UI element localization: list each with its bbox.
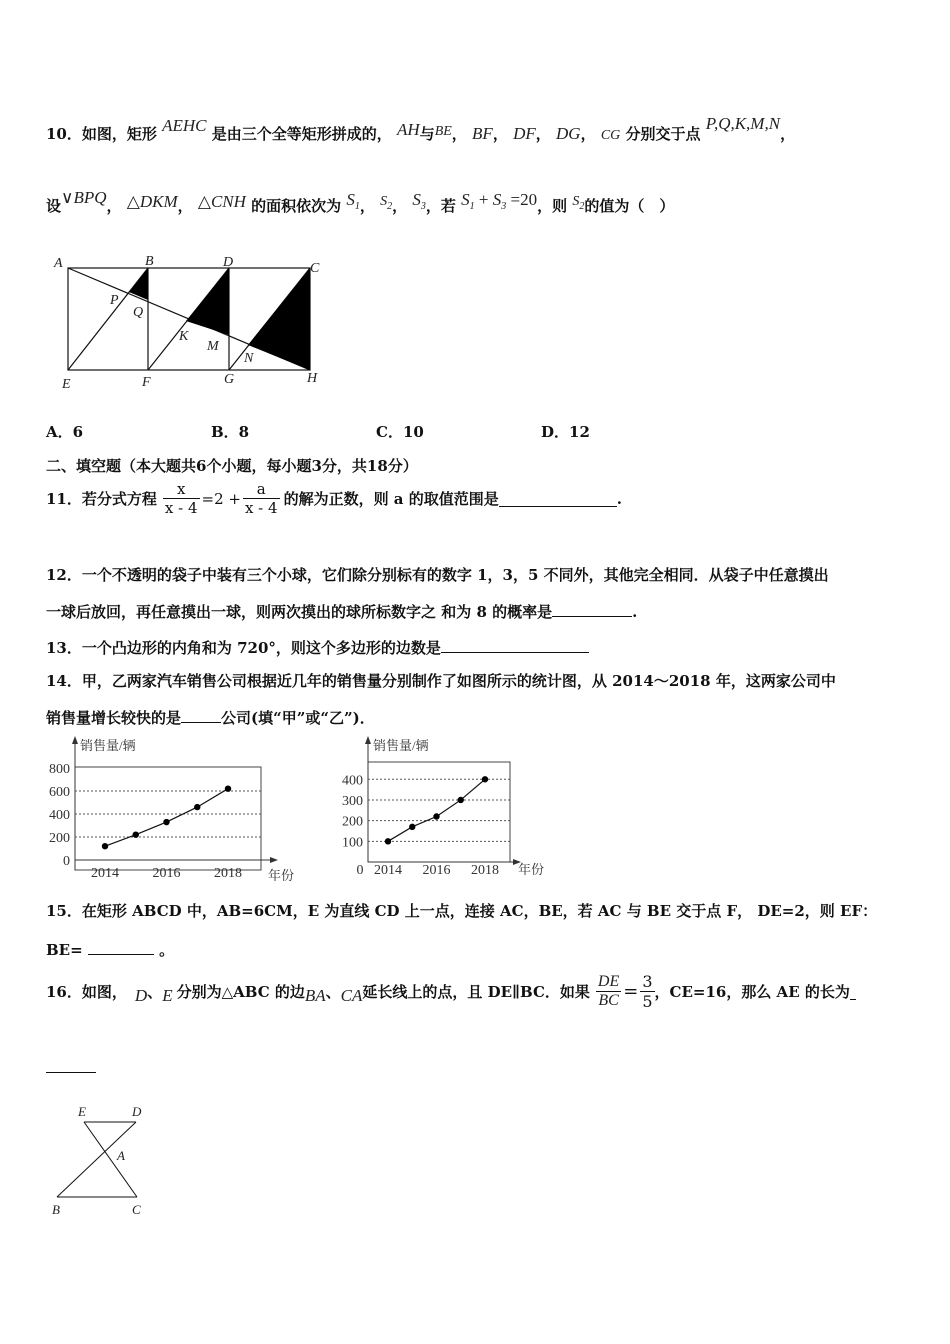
q14-answer-blank[interactable] (181, 706, 221, 723)
chart1-data-point (102, 843, 108, 849)
chart2-data-point (385, 838, 391, 844)
chart-jia-xlabel: 年份 (268, 868, 295, 883)
q15-line2: BE= 。 (46, 938, 174, 960)
q12-answer-blank[interactable] (552, 600, 632, 617)
math-rect-aehc: AEHC (162, 116, 207, 135)
math-equation: $S_1 + S_3 =20$ (461, 190, 538, 212)
q11-mid: =2 + (201, 489, 241, 508)
chart-jia-y-arrow (72, 736, 78, 744)
q16-answer-blank-start[interactable] (850, 983, 856, 1000)
math-dkm: △DKM (126, 192, 178, 211)
chart1-data-point (163, 819, 169, 825)
option-d: D．12 (541, 423, 590, 441)
label-m: M (207, 339, 219, 354)
math-cnh: △CNH (197, 192, 246, 211)
option-a: A．6 (46, 423, 84, 441)
label-k: K (179, 329, 189, 344)
q14-line2: 销售量增长较快的是 公司(填“甲”或“乙”)． (46, 706, 375, 728)
chart-jia-plot-frame (75, 767, 261, 870)
label-b: B (52, 1202, 60, 1217)
math-e: E (162, 985, 173, 1005)
math-dg: DG (556, 124, 581, 143)
chart2-ytick-label: 200 (342, 814, 363, 830)
chart1-xtick-label: 2016 (152, 866, 181, 881)
q15-answer-blank[interactable] (88, 938, 154, 955)
math-ah: AH (397, 120, 420, 139)
chart1-data-point (225, 786, 231, 792)
chart1-ytick-label: 400 (49, 808, 70, 823)
label-e: E (62, 377, 71, 392)
label-a: A (117, 1148, 125, 1163)
chart1-xtick-label: 2014 (91, 866, 119, 881)
q16-fraction-3-5: $\frac{3}{5}$ (642, 972, 653, 1011)
chart2-ytick-label: 300 (342, 793, 363, 809)
chart-jia-x-arrow (270, 857, 278, 863)
label-b: B (145, 254, 154, 269)
label-f: F (142, 375, 151, 390)
chart2-xtick-label: 2018 (471, 863, 499, 878)
math-ba: BA (304, 985, 326, 1005)
triangle-dkm (186, 268, 229, 335)
chart-jia-ylabel: 销售量/辆 (80, 738, 136, 753)
chart2-ytick-label: 100 (342, 835, 363, 851)
chart2-xtick-label: 2016 (422, 863, 451, 878)
math-cg: CG (600, 128, 621, 143)
math-d: D (134, 985, 148, 1005)
label-h: H (307, 371, 318, 386)
option-c: C．10 (376, 423, 424, 441)
chart1-ytick-label: 200 (49, 831, 70, 846)
math-bpq: ∨BPQ (61, 188, 107, 207)
chart-jia (40, 732, 310, 887)
label-p: P (110, 293, 119, 308)
segment-ec (84, 1122, 137, 1197)
option-b: B．8 (211, 423, 250, 441)
q11-fraction-1: $\frac{x}{x - 4}$ (164, 480, 198, 517)
label-n: N (244, 351, 254, 366)
math-s2: $S_2$ (380, 194, 393, 212)
label-c: C (132, 1202, 141, 1217)
chart2-data-point (482, 776, 488, 782)
chart2-data-point (433, 813, 439, 819)
q11-answer-blank[interactable] (499, 490, 617, 507)
chart2-ytick-label: 400 (342, 773, 363, 789)
math-df: DF (513, 124, 536, 143)
math-s3: $S_3$ (412, 190, 426, 212)
chart1-ytick-label: 800 (49, 762, 70, 777)
label-q: Q (133, 305, 144, 320)
chart2-data-point (409, 824, 415, 830)
chart1-data-point (133, 832, 139, 838)
q10-figure (40, 248, 340, 398)
chart-yi-y-arrow (365, 736, 371, 744)
chart2-data-point (458, 797, 464, 803)
label-c: C (310, 261, 320, 276)
q13-answer-blank[interactable] (441, 636, 589, 653)
math-points: P,Q,K,M,N (705, 114, 781, 133)
label-g: G (224, 372, 235, 387)
chart-yi-ylabel: 销售量/辆 (373, 738, 429, 753)
math-s1: $S_1$ (346, 190, 360, 212)
chart-yi-xlabel: 年份 (518, 862, 545, 877)
math-be: BE (434, 124, 452, 139)
q11-fraction-2: $\frac{a}{x - 4}$ (244, 480, 278, 517)
q16-figure (40, 1098, 180, 1222)
q13: 13．一个凸边形的内角和为 720°，则这个多边形的边数是 (46, 636, 589, 658)
chart-yi (330, 732, 570, 887)
math-ca: CA (340, 985, 363, 1005)
chart1-xtick-label: 2018 (214, 866, 242, 881)
chart1-ytick-label: 600 (49, 785, 70, 800)
q16-fraction-de-bc: $\frac{DE}{BC}$ (597, 973, 620, 1009)
chart2-xtick-label: 2014 (374, 863, 402, 878)
chart-yi-plot-frame (368, 762, 510, 862)
chart1-series-line (105, 789, 228, 847)
q14-line1: 14．甲，乙两家汽车销售公司根据近几年的销售量分别制作了如图所示的统计图，从 2014～2018 年，这两家公司中 (46, 672, 836, 690)
q15-line1: 15．在矩形 ABCD 中，AB=6CM，E 为直线 CD 上一点，连接 AC，BE，若 AC 与 BE 交于点 F， DE=2，则 EF： (46, 902, 878, 920)
label-e: E (78, 1104, 86, 1119)
label-d: D (132, 1104, 142, 1119)
q16-answer-blank[interactable] (46, 1072, 96, 1073)
section-heading: 二、填空题（本大题共6个小题，每小题3分，共18分） (46, 457, 418, 475)
label-d: D (223, 255, 234, 270)
math-s2b: $S_2$ (572, 194, 585, 212)
chart1-ytick-label: 0 (63, 854, 70, 869)
q12-line1: 12．一个不透明的袋子中装有三个小球，它们除分别标有的数字 1，3，5 不同外，其他完全相同．从袋子中任意摸出 (46, 566, 829, 584)
q12-line2: 一球后放回，再任意摸出一球，则两次摸出的球所标数字之 和为 8 的概率是 . (46, 600, 637, 622)
triangle-cnh (248, 268, 310, 370)
q16-line1: 16． 如图， D 、 E 分别为△ABC 的边 BA 、 CA 延长线上的点，且 DE∥BC．如果 $\frac{DE}{BC}$ = $\frac{3}{5}$ ，CE=16，那么 AE 的长为 (46, 972, 856, 1011)
chart2-series-line (388, 779, 485, 841)
math-bf: BF (472, 124, 493, 143)
label-a: A (54, 256, 63, 271)
chart1-data-point (194, 804, 200, 810)
q10-line1: 10．如图，矩形 AEHC 是由三个全等矩形拼成的， AH与BE， BF， DF， DG， CG 分别交于点 P,Q,K,M,N， (46, 114, 796, 143)
q11: 11． 若分式方程 $\frac{x}{x - 4}$ =2 + $\frac{a}{x - 4}$ 的解为正数，则 a 的取值范围是 . (46, 480, 622, 517)
q10-line2: 设∨BPQ， △DKM， △CNH 的面积依次为 $S_1$， $S_2$， $S_3$，若 $S_1 + S_3 =20$，则 $S_2$的值为（ ） (46, 188, 675, 215)
chart2-xtick-label: 0 (356, 863, 364, 878)
